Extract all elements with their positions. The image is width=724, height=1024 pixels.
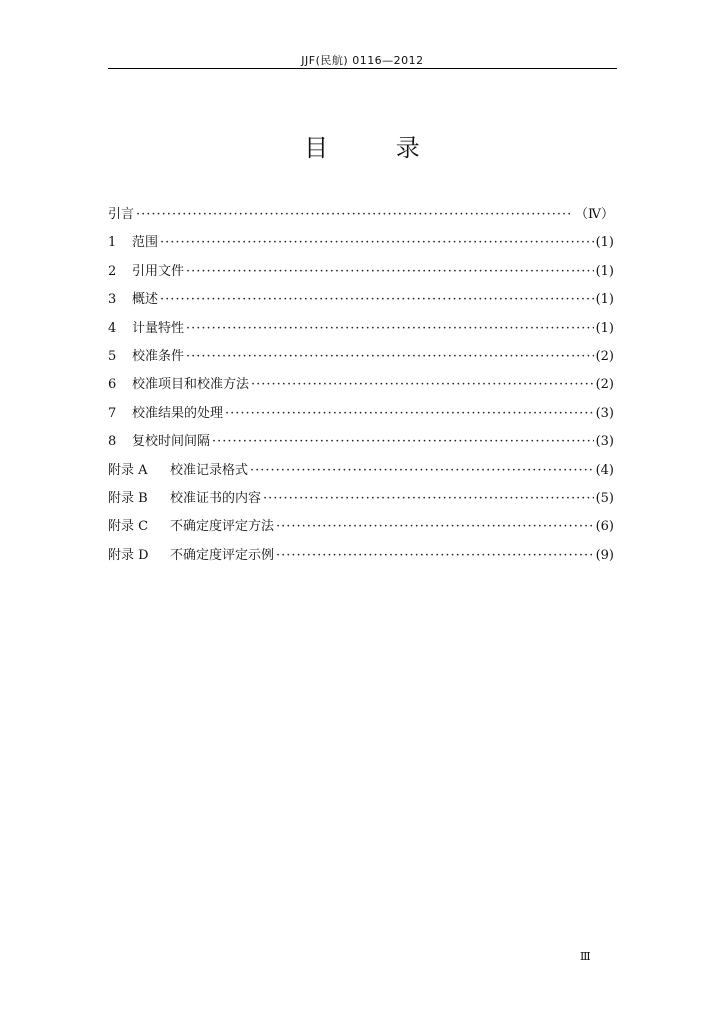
toc-entry-page: (2) [595, 348, 614, 364]
toc-entry-page: (1) [595, 263, 614, 279]
toc-entry-number: 1 [108, 235, 117, 251]
toc-entry-number: 3 [108, 292, 117, 308]
toc-entry-label: 计量特性 [132, 320, 185, 336]
toc-entry-7[interactable] [108, 402, 614, 430]
toc-entry-number: 8 [108, 434, 117, 450]
dot-leader [250, 463, 594, 478]
toc-entry-1[interactable] [108, 231, 614, 259]
toc-entry-number: 5 [108, 348, 117, 364]
dot-leader [251, 377, 594, 392]
toc-entry-number: 附录 A [108, 462, 148, 478]
toc-entry-page: (9) [595, 547, 614, 563]
dot-leader [276, 519, 594, 534]
document-code-header: JJF(民航) 0116—2012 [301, 54, 424, 67]
toc-entry-page: (1) [595, 292, 614, 308]
toc-entry-2[interactable] [108, 260, 614, 288]
toc-entry-page: (1) [595, 320, 614, 336]
toc-entry-page: (1) [595, 235, 614, 251]
toc-entry-appendix-a[interactable] [108, 459, 614, 487]
toc-entry-label: 不确定度评定示例 [170, 547, 275, 563]
toc-entry-8[interactable] [108, 430, 614, 458]
dot-leader [186, 321, 594, 336]
dot-leader [136, 207, 573, 222]
toc-entry-page: (6) [595, 519, 614, 535]
toc-entry-number: 7 [108, 405, 117, 421]
toc-entry-appendix-b[interactable] [108, 487, 614, 515]
toc-entry-number: 附录 B [108, 490, 148, 506]
dot-leader [186, 349, 594, 364]
page-title: 目 录 [304, 134, 450, 162]
toc-entry-label: 校准项目和校准方法 [132, 377, 250, 393]
dot-leader [186, 264, 594, 279]
header-divider [108, 68, 617, 69]
toc-entry-number: 4 [108, 320, 117, 336]
toc-entry-number: 附录 D [108, 547, 149, 563]
toc-entry-number: 附录 C [108, 519, 149, 535]
toc-entry-appendix-d[interactable] [108, 544, 614, 572]
toc-entry-page: (3) [595, 434, 614, 450]
toc-entry-label: 复校时间间隔 [132, 434, 211, 450]
toc-entry-number: 2 [108, 263, 117, 279]
toc-entry-6[interactable] [108, 373, 614, 401]
toc-entry-page: （Ⅳ） [575, 207, 614, 222]
toc-entry-label: 引用文件 [132, 263, 185, 279]
dot-leader [160, 292, 594, 307]
dot-leader [263, 491, 594, 506]
toc-entry-label: 概述 [132, 292, 159, 308]
dot-leader [212, 434, 594, 449]
page-number: Ⅲ [580, 950, 591, 963]
toc-entry-4[interactable] [108, 317, 614, 345]
toc-entry-label: 校准证书的内容 [170, 490, 262, 506]
toc-entry-page: (5) [595, 490, 614, 506]
toc-entry-label: 校准条件 [132, 348, 185, 364]
toc-entry-number: 6 [108, 377, 117, 393]
dot-leader [160, 235, 594, 250]
toc-entry-appendix-c[interactable] [108, 515, 614, 543]
toc-entry-label: 校准记录格式 [170, 462, 249, 478]
dot-leader [276, 548, 594, 563]
toc-entry-page: (4) [595, 462, 614, 478]
toc-entry-label: 校准结果的处理 [132, 405, 224, 421]
toc-entry-label: 不确定度评定方法 [170, 519, 275, 535]
dot-leader [225, 406, 594, 421]
toc-entry-label: 范围 [132, 235, 159, 251]
toc-entry-intro[interactable] [108, 203, 614, 231]
toc-entry-3[interactable] [108, 288, 614, 316]
toc-entry-label: 引言 [108, 207, 135, 222]
table-of-contents [108, 203, 614, 572]
toc-entry-page: (3) [595, 405, 614, 421]
toc-entry-5[interactable] [108, 345, 614, 373]
toc-entry-page: (2) [595, 377, 614, 393]
